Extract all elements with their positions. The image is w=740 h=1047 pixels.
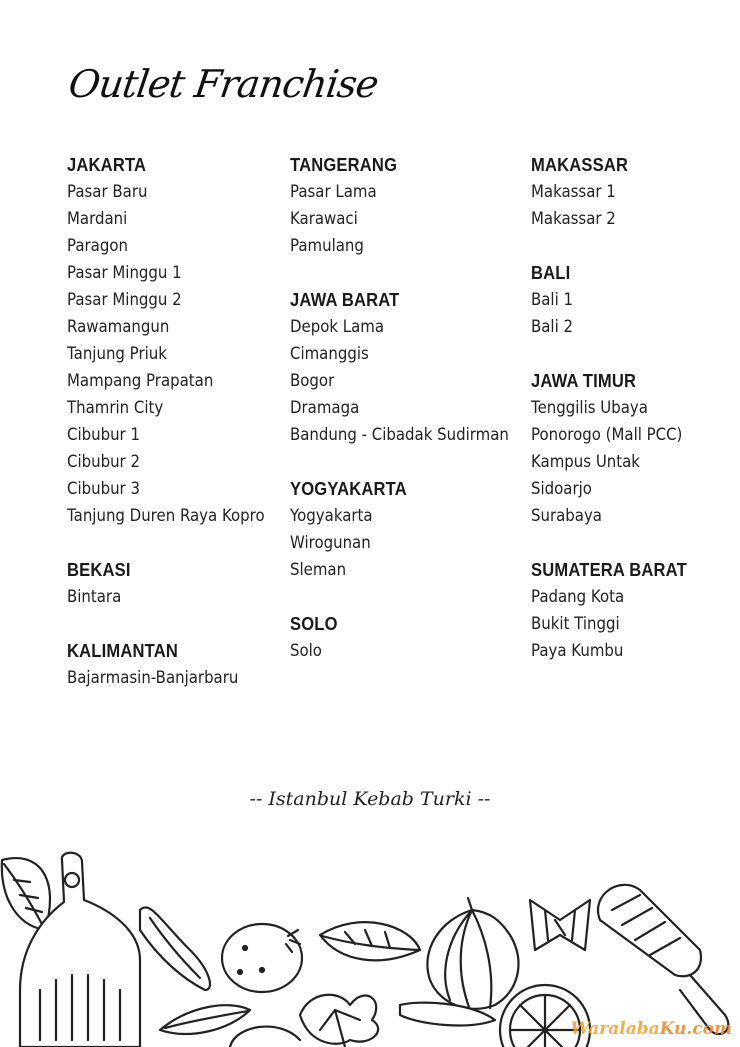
region-title: BEKASI bbox=[67, 560, 131, 580]
region-title: YOGYAKARTA bbox=[290, 479, 407, 499]
region-title: MAKASSAR bbox=[531, 155, 629, 175]
region-bali bbox=[531, 260, 703, 341]
outlet-item: Sidoarjo bbox=[531, 479, 592, 499]
watermark-logo bbox=[571, 1019, 732, 1039]
outlet-item: Bali 1 bbox=[531, 290, 574, 310]
outlet-item: Bandung - Cibadak Sudirman bbox=[290, 425, 509, 445]
region-jawa-timur bbox=[531, 368, 703, 530]
region-tangerang bbox=[290, 152, 539, 260]
outlet-item: Bajarmasin-Banjarbaru bbox=[67, 668, 239, 688]
outlet-item: Bukit Tinggi bbox=[531, 614, 620, 634]
outlet-item: Surabaya bbox=[531, 506, 602, 526]
watermark-part-2: Ku.com bbox=[659, 1019, 732, 1039]
outlet-column-1 bbox=[67, 152, 292, 719]
region-jakarta bbox=[67, 152, 292, 530]
region-kalimantan bbox=[67, 638, 292, 692]
outlet-item: Tenggilis Ubaya bbox=[531, 398, 648, 418]
outlet-item: Cimanggis bbox=[290, 344, 369, 364]
pasta-bow-icon bbox=[530, 900, 590, 950]
footer-tagline: -- Istanbul Kebab Turki -- bbox=[249, 788, 491, 810]
outlet-item: Bogor bbox=[290, 371, 335, 391]
outlet-item: Cibubur 1 bbox=[67, 425, 140, 445]
outlet-item: Sleman bbox=[290, 560, 347, 580]
outlet-column-2 bbox=[290, 152, 539, 692]
outlet-item: Tanjung Duren Raya Kopro bbox=[67, 506, 265, 526]
region-title: SOLO bbox=[290, 614, 338, 634]
leaf-icon bbox=[2, 858, 50, 930]
bowl-icon bbox=[230, 1027, 300, 1047]
tomato-icon bbox=[222, 924, 302, 992]
region-sumatera-barat bbox=[531, 557, 703, 665]
outlet-item: Makassar 2 bbox=[531, 209, 616, 229]
outlet-item: Solo bbox=[290, 641, 322, 661]
region-makassar bbox=[531, 152, 703, 233]
outlet-item: Cibubur 3 bbox=[67, 479, 140, 499]
region-title: TANGERANG bbox=[290, 155, 398, 175]
region-title: JAWA TIMUR bbox=[531, 371, 637, 391]
basil-leaf-icon bbox=[320, 922, 420, 960]
region-title: KALIMANTAN bbox=[67, 641, 179, 661]
outlet-item: Makassar 1 bbox=[531, 182, 616, 202]
outlet-item: Mardani bbox=[67, 209, 128, 229]
region-solo bbox=[290, 611, 539, 665]
outlet-item: Thamrin City bbox=[67, 398, 164, 418]
outlet-item: Depok Lama bbox=[290, 317, 385, 337]
parsley-icon bbox=[300, 995, 378, 1047]
outlet-item: Padang Kota bbox=[531, 587, 625, 607]
region-bekasi bbox=[67, 557, 292, 611]
outlet-item: Pasar Baru bbox=[67, 182, 148, 202]
outlet-item: Wirogunan bbox=[290, 533, 371, 553]
region-yogyakarta bbox=[290, 476, 539, 584]
page-title: Outlet Franchise bbox=[66, 62, 381, 106]
onion-icon bbox=[427, 898, 518, 1010]
outlet-item: Yogyakarta bbox=[290, 506, 373, 526]
rolling-pin-icon bbox=[598, 885, 728, 1034]
outlet-item: Pasar Minggu 1 bbox=[67, 263, 182, 283]
outlet-item: Pasar Minggu 2 bbox=[67, 290, 182, 310]
region-title: JAKARTA bbox=[67, 155, 147, 175]
outlet-item: Paya Kumbu bbox=[531, 641, 624, 661]
region-title: BALI bbox=[531, 263, 571, 283]
outlet-item: Pamulang bbox=[290, 236, 364, 256]
watermark-part-1: Waralaba bbox=[570, 1019, 660, 1039]
outlet-column-3 bbox=[531, 152, 703, 692]
outlet-item: Ponorogo (Mall PCC) bbox=[531, 425, 683, 445]
chili-pepper-icon bbox=[140, 907, 210, 990]
outlet-item: Cibubur 2 bbox=[67, 452, 140, 472]
region-title: SUMATERA BARAT bbox=[531, 560, 687, 580]
region-jawa-barat bbox=[290, 287, 539, 449]
food-illustration bbox=[0, 840, 740, 1047]
outlet-item: Mampang Prapatan bbox=[67, 371, 214, 391]
sprig-icon bbox=[160, 1005, 250, 1034]
outlet-item: Karawaci bbox=[290, 209, 358, 229]
outlet-item: Paragon bbox=[67, 236, 128, 256]
outlet-item: Rawamangun bbox=[67, 317, 170, 337]
outlet-item: Bali 2 bbox=[531, 317, 574, 337]
outlet-item: Dramaga bbox=[290, 398, 360, 418]
outlet-item: Bintara bbox=[67, 587, 122, 607]
outlet-item: Tanjung Priuk bbox=[67, 344, 167, 364]
region-title: JAWA BARAT bbox=[290, 290, 400, 310]
outlet-item: Kampus Untak bbox=[531, 452, 640, 472]
outlet-item: Pasar Lama bbox=[290, 182, 377, 202]
